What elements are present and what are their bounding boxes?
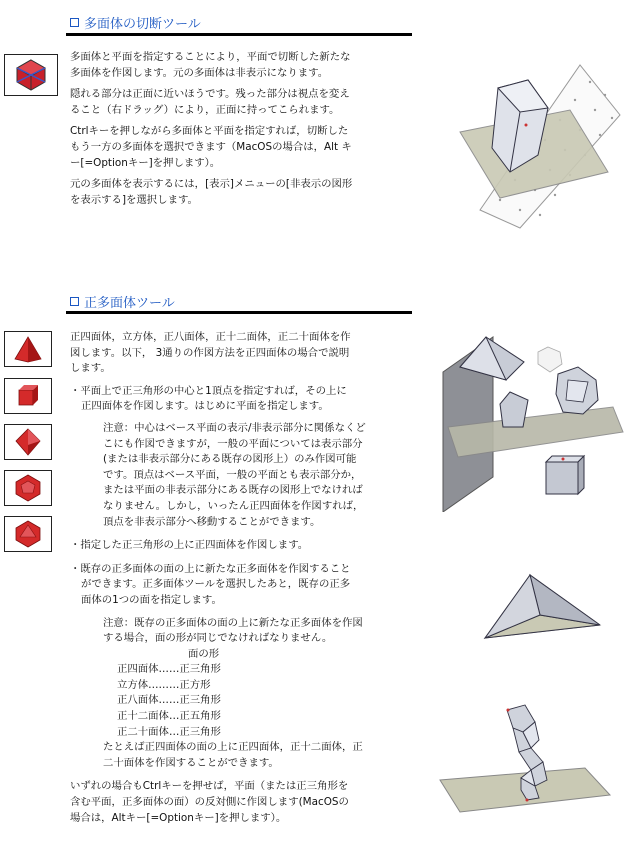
regular-polyhedra-illustration [438,332,628,512]
paragraph: します。 [70,362,111,375]
bullet-item: ・既存の正多面体の面の上に新たな正多面体を作図すること [70,562,351,575]
paragraph: Ctrlキーを押しながら多面体と平面を指定すれば，切断した [70,125,349,138]
table-header: 面の形 [188,647,220,660]
paragraph: いずれの場合もCtrlキーを押せば，平面（または正三角形を [70,780,349,793]
cube-tool-button[interactable] [4,378,52,414]
dodecahedron-icon [13,473,43,503]
paragraph: 多面体と平面を指定することにより，平面で切断した新たな [70,51,351,63]
bullet-item: ・平面上で正三角形の中心と1頂点を指定すれば，その上に [70,384,347,397]
paragraph: ること（右ドラッグ）により，正面に持ってこられます。 [70,103,340,116]
bullet-item: 面体の1つの面を指定します。 [81,593,222,606]
table-row: 正十二面体…正五角形 [117,710,221,723]
table-row: 立方体………正方形 [117,678,211,691]
paragraph: を表示する]を選択します。 [70,193,198,206]
section-rule [66,311,412,314]
section2-text [70,330,422,826]
bullet-item: ・指定した正三角形の上に正四面体を作図します。 [70,539,309,552]
section-title-cut: 多面体の切断ツール [70,13,201,32]
cut-polyhedron-illustration [440,60,628,230]
tetrahedron-icon [13,335,43,363]
octahedron-tool-button[interactable] [4,424,52,460]
paragraph: 図します。以下， 3通りの作図方法を正四面体の場合で説明 [70,346,350,359]
paragraph: 元の多面体を表示するには，[表示]メニューの[非表示の図形 [70,178,353,191]
section-title-regular: 正多面体ツール [70,292,175,311]
tetrahedron-on-triangle-illustration [480,570,610,645]
checkbox-square-icon [70,297,79,306]
bullet-item: ができます。正多面体ツールを選択したあと，既存の正多 [81,578,351,591]
stacked-polyhedra-illustration [435,700,615,815]
octahedron-icon [14,427,42,457]
paragraph: 場合は，Altキー[=Optionキー]を押します）。 [70,811,287,824]
paragraph: 多面体を作図します。元の多面体は非表示になります。 [70,66,329,79]
paragraph: ー[=Optionキー]を押します）。 [70,156,221,169]
paragraph: 含む平面，正多面体の面）の反対側に作図します(MacOSの [70,796,349,809]
paragraph: もう一方の多面体を選択できます（MacOSの場合は，Alt キ [70,140,352,153]
bullet-item: 正四面体を作図します。はじめに平面を指定します。 [81,400,329,413]
note-block: 注意：中心はベース平面の表示/非表示部分に関係なくど こにも作図できますが，一般の平面については表示部分 (または非表示部分にある既存の図形上）のみ作図可能 です。頂点はベース平面，一般の平面とも表示部分か， または平面の非表示部分にある既存の図形上でなければ なりません。しかし，いったん正四面体を作図すれば， 頂点を非表示部分へ移動することができます。 [103,421,366,528]
dodecahedron-tool-button[interactable] [4,470,52,506]
face-shape-table [70,647,422,741]
icosahedron-tool-button[interactable] [4,516,52,552]
note-block: 注意：既存の正多面体の面の上に新たな正多面体を作図 する場合，面の形が同じでなければなりません。 [103,616,363,645]
table-row: 正二十面体…正三角形 [117,725,221,738]
paragraph: 正四面体，立方体，正八面体，正十二面体，正二十面体を作 [70,331,351,343]
icosahedron-icon [13,519,43,549]
tetrahedron-tool-button[interactable] [4,331,52,367]
polyhedron-cut-tool-button[interactable] [4,54,58,96]
section1-text [70,50,420,208]
cube-icon [15,383,41,409]
checkbox-square-icon [70,18,79,27]
polyhedron-cut-icon [11,58,51,92]
note-block: たとえば正四面体の面の上に正四面体，正十二面体，正 二十面体を作図することができます。 [103,741,363,769]
paragraph: 隠れる部分は正面に近いほうです。残った部分は視点を変え [70,88,350,101]
table-row: 正八面体……正三角形 [117,694,221,707]
section-rule [66,33,412,36]
table-row: 正四面体……正三角形 [117,663,221,676]
